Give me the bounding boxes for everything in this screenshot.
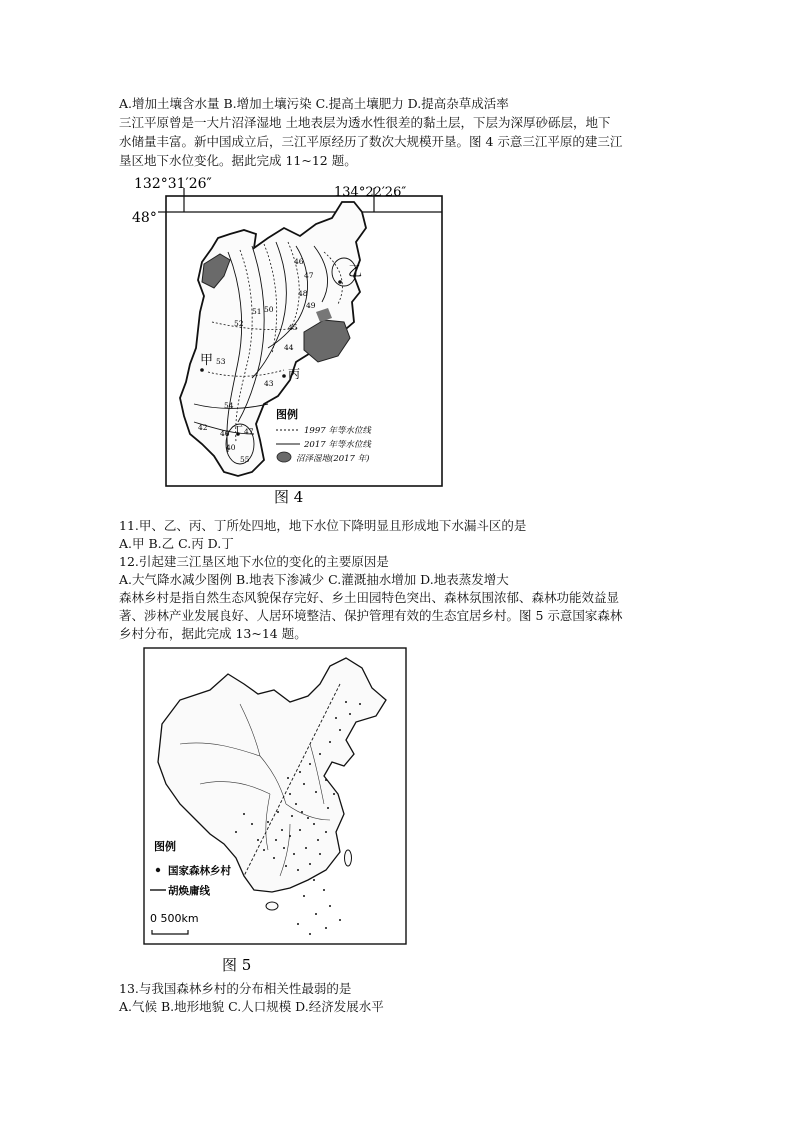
figure-4-map (128, 172, 450, 508)
passage1-line3: 垦区地下水位变化。据此完成 11~12 题。 (119, 153, 357, 168)
contour-label: 53 (216, 357, 226, 366)
contour-label: 47 (244, 427, 254, 436)
place-jia-label: 甲 (200, 353, 214, 368)
contour-label: 48 (298, 289, 308, 298)
contour-label: 46 (220, 429, 230, 438)
contour-label: 49 (306, 301, 316, 310)
passage2-line2: 著、涉林产业发展良好、人居环境整洁、保护管理有效的生态宜居乡村。图 5 示意国家森林 (119, 608, 623, 623)
contour-label: 55 (240, 455, 250, 464)
legend-title: 图例 (154, 840, 176, 853)
contour-label: 40 (226, 443, 236, 452)
q11-stem: 11.甲、乙、丙、丁所处四地，地下水位下降明显且形成地下水漏斗区的是 (119, 518, 527, 533)
legend-scale-label: 0 500km (150, 912, 199, 925)
q10-options: A.增加土壤含水量 B.增加土壤污染 C.提高土壤肥力 D.提高杂草成活率 (119, 96, 509, 111)
q13-stem: 13.与我国森林乡村的分布相关性最弱的是 (119, 981, 352, 996)
legend-hu-label: 胡焕庸线 (168, 885, 210, 897)
figure-5-caption: 图 5 (222, 956, 252, 974)
legend-village-dot (156, 868, 160, 872)
q12-stem: 12.引起建三江垦区地下水位的变化的主要原因是 (119, 554, 389, 569)
place-yi-label: 乙 (348, 264, 362, 280)
contour-label: 44 (284, 343, 294, 352)
hainan-island (266, 902, 278, 910)
contour-label: 54 (224, 401, 234, 410)
contour-label: 51 (252, 307, 262, 316)
taiwan-island (345, 850, 352, 866)
contour-label: 43 (264, 379, 274, 388)
contour-label: 52 (234, 319, 244, 328)
legend-title: 图例 (276, 408, 298, 421)
figure-5-map (140, 644, 410, 976)
contour-label: 45 (288, 323, 298, 332)
legend-swamp-label: 沼泽湿地(2017 年) (296, 454, 370, 464)
passage2-line3: 乡村分布，据此完成 13~14 题。 (119, 626, 307, 641)
legend-swamp-swatch (277, 452, 291, 462)
legend-village-label: 国家森林乡村 (168, 865, 231, 877)
passage2-line1: 森林乡村是指自然生态风貌保存完好、乡土田园特色突出、森林氛围浓郁、森林功能效益显 (119, 590, 620, 605)
place-yi-marker (338, 280, 342, 284)
legend-1997-label: 1997 年等水位线 (304, 426, 371, 436)
q11-options: A.甲 B.乙 C.丙 D.丁 (119, 536, 234, 551)
contour-label: 42 (198, 423, 208, 432)
q12-options: A.大气降水减少图例 B.地表下渗减少 C.灌溉抽水增加 D.地表蒸发增大 (119, 572, 509, 587)
contour-label: 46 (294, 257, 304, 266)
lon-right-label: 134°22′26″ (334, 185, 407, 200)
place-bing-label: 丙 (288, 367, 301, 381)
passage1-line2: 水储量丰富。新中国成立后，三江平原经历了数次大规模开垦。图 4 示意三江平原的建三江 (119, 134, 623, 149)
place-ding-label: 丁 (232, 424, 243, 437)
place-bing-marker (282, 374, 286, 378)
place-jia-marker (200, 368, 204, 372)
contour-label: 47 (304, 271, 314, 280)
figure-4-caption: 图 4 (274, 488, 304, 506)
passage1-line1: 三江平原曾是一大片沼泽湿地 土地表层为透水性很差的黏土层，下层为深厚砂砾层，地下 (119, 115, 611, 130)
contour-label: 50 (264, 305, 274, 314)
lon-left-label: 132°31′26″ (134, 176, 212, 192)
lat-label: 48° (132, 210, 157, 226)
legend-2017-label: 2017 年等水位线 (304, 440, 371, 450)
q13-options: A.气候 B.地形地貌 C.人口规模 D.经济发展水平 (119, 999, 384, 1014)
